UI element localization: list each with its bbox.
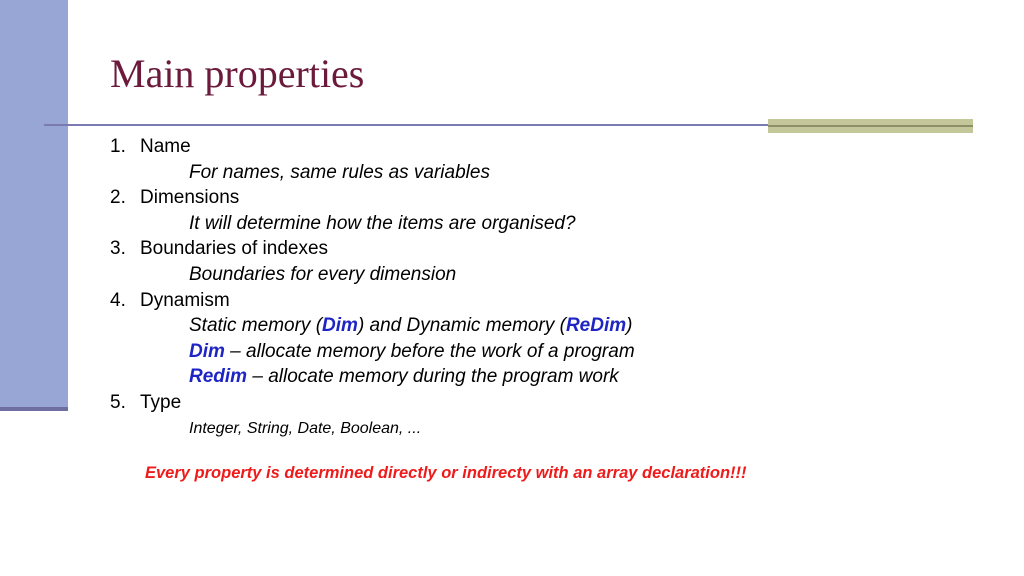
list-item-dynamism	[110, 288, 970, 314]
item-detail: Boundaries for every dimension	[189, 263, 457, 285]
detail-text: – allocate memory before the work of a program	[224, 340, 635, 362]
item-number: 2.	[110, 187, 126, 209]
item-label: Type	[140, 391, 182, 413]
item-detail: It will determine how the items are organised?	[189, 212, 576, 234]
left-bar-shadow	[0, 407, 68, 411]
item-detail-redim	[110, 364, 970, 390]
item-detail-memory	[110, 313, 970, 339]
left-decorative-bar	[0, 0, 68, 409]
keyword-dim: Dim	[322, 315, 358, 337]
detail-text: )	[626, 315, 633, 337]
list-item-boundaries	[110, 236, 970, 262]
list-item-type	[110, 390, 970, 416]
list-item-name	[110, 134, 970, 160]
item-detail: For names, same rules as variables	[189, 161, 490, 183]
item-number: 5.	[110, 391, 126, 413]
item-number: 3.	[110, 238, 126, 260]
item-label: Dimensions	[140, 187, 240, 209]
keyword-dim: Dim	[189, 340, 225, 362]
item-label: Boundaries of indexes	[140, 238, 329, 260]
list-item-dimensions	[110, 185, 970, 211]
item-detail: Integer, String, Date, Boolean, ...	[189, 419, 422, 437]
detail-text: – allocate memory during the program work	[247, 366, 619, 388]
item-number: 1.	[110, 136, 126, 157]
detail-text: Static memory (	[189, 315, 323, 337]
slide-title: Main properties	[110, 51, 365, 96]
property-list	[110, 134, 970, 441]
title-divider	[44, 124, 770, 126]
highlight-note: Every property is determined directly or indirecty with an array declaration!!!	[145, 464, 747, 482]
keyword-redim: Redim	[189, 366, 248, 388]
item-label: Dynamism	[140, 289, 230, 311]
keyword-redim: ReDim	[565, 315, 627, 337]
accent-bar-line	[768, 125, 973, 127]
detail-text: ) and Dynamic memory (	[357, 315, 566, 337]
item-number: 4.	[110, 289, 126, 311]
item-detail-dim	[110, 339, 970, 365]
item-label: Name	[140, 136, 191, 157]
